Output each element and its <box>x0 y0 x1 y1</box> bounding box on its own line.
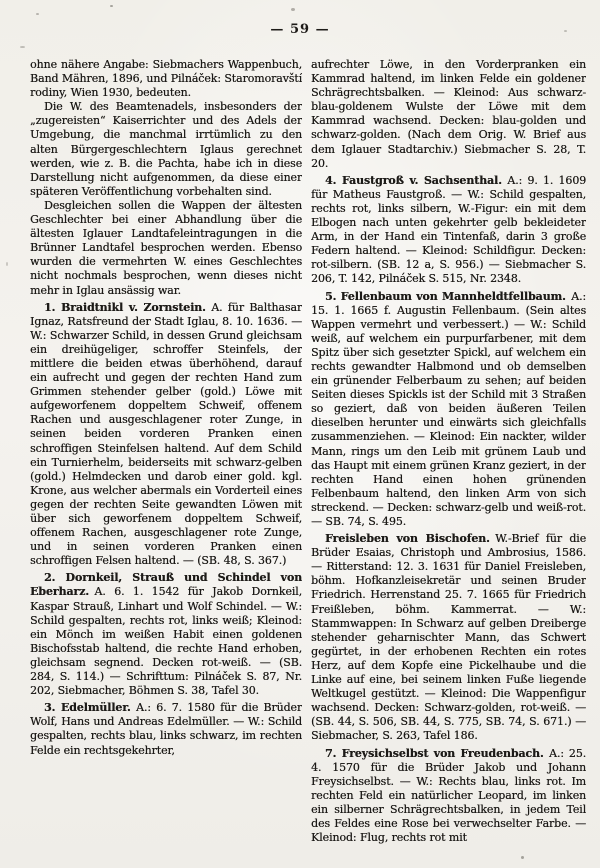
entry-heading: 3. Edelmüller. <box>44 701 131 715</box>
body-paragraph <box>311 58 586 171</box>
entry-paragraph <box>311 532 586 743</box>
entry-heading: 7. Freysichselbst von Freudenbach. <box>325 746 544 760</box>
scan-speck <box>110 5 113 7</box>
entry-paragraph <box>30 301 302 569</box>
entry-heading: 1. Braidtnikl v. Zornstein. <box>44 300 206 314</box>
entry-text: A.: 15. 1. 1665 f. Augustin Fellenbaum. (Sein altes Wappen vermehrt und verbessert.) — W.: Schild weiß, auf welchem ein purpurfarbener, mit dem Spitz über sich gesetzter Spickl, auf welchem ein rechts gewandter Halbmond und ob demselben ein grünender Felberbaum zu sehen; auf beiden Seiten dieses Spickls ist der Schild mit 3 Straßen so geziert, daß von beiden äußeren Teilen dieselben herunter und einwärts sich gleichfalls zusammenziehen. — Kleinod: Ein nackter, wilder Mann, rings um den Leib mit grünem Laub und das Haupt mit einem grünen Kranz geziert, in der rechten Hand einen hohen grünenden Felbenbaum haltend, den linken Arm von sich streckend. — Decken: schwarz-gelb und weiß-rot. — SB. 74, S. 495. <box>311 289 586 528</box>
entry-text: A.: 6. 7. 1580 für die Brüder Wolf, Hans und Andreas Edelmüller. — W.: Schild gespalten, rechts blau, links schwarz, im rechten Felde ein rechtsgekehrter, <box>30 701 302 757</box>
entry-text: Die W. des Beamtenadels, insbesonders der „zugereisten“ Kaiserrichter und des Adels der Umgebung, die manchmal irrtümlich zu den alten Bürgergeschlechtern Iglaus gerechnet werden, wie z. B. die Pachta, habe ich in diese Darstellung nicht aufgenommen, da diese einer späteren Veröffentlichung vorbehalten sind. <box>30 100 302 198</box>
entry-heading: Freisleben von Bischofen. <box>325 532 490 546</box>
entry-text: Desgleichen sollen die Wappen der ältesten Geschlechter bei einer Abhandlung über die ältesten Iglauer Landtafeleintragungen in die Brünner Landtafel besprochen werden. Ebenso wurden die vermehrten W. eines Geschlechtes nicht nochmals besprochen, wenn dieses nicht mehr in Iglau ansässig war. <box>30 198 302 297</box>
scan-speck <box>291 8 295 11</box>
entry-text: A.: 9. 1. 1609 für Matheus Faustgroß. — W.: Schild gespalten, rechts rot, links silbern, W.-Figur: ein mit dem Elbogen nach unten gekehrter gelb bekleideter Arm, in der Hand ein Tintenfaß, darin 3 große Federn haltend. — Kleinod: Schildfigur. Decken: rot-silbern. (SB. 12 a, S. 956.) — Siebmacher S. 206, T. 142, Pilnáček S. 515, Nr. 2348. <box>311 173 586 286</box>
left-column <box>30 58 302 858</box>
entry-text: W.-Brief für die Brüder Esaias, Christoph und Ambrosius, 1586. — Ritterstand: 12. 3. 1631 für Daniel Freisleben, böhm. Hofkanzleisekretär und seinen Bruder Friedrich. Herrenstand 25. 7. 1665 für Friedrich Freißleben, böhm. Kammerrat. — W.: Stammwappen: In Schwarz auf gelben Dreiberge stehender geharnischter Mann, das Schwert gegürtet, in der erhobenen Rechten ein rotes Herz, auf dem Kopfe eine Pickelhaube und die Linke auf eine, bei seinem linken Fuße liegende Weltkugel gestützt. — Kleinod: Die Wappenfigur wachsend. Decken: Schwarz-golden, rot-weiß. — (SB. 44, S. 506, SB. 44, S. 775, SB. 74, S. 671.) — Siebmacher, S. 263, Tafel 186. <box>311 532 586 743</box>
entry-paragraph <box>311 747 586 846</box>
entry-heading: 2. Dornkeil, Strauß und Schindel von Eberharz. <box>30 571 302 599</box>
entry-paragraph <box>311 290 586 530</box>
page-number: — 59 — <box>270 22 330 37</box>
entry-text: aufrechter Löwe, in den Vorderpranken ein Kammrad haltend, im linken Felde ein goldener Schrägrechtsbalken. — Kleinod: Aus schwarz-blau-goldenem Wulste der Löwe mit dem Kammrad wachsend. Decken: blau-golden und schwarz-golden. (Nach dem Orig. W. Brief aus dem Iglauer Stadtarchiv.) Siebmacher S. 28, T. 20. <box>311 58 586 170</box>
entry-text: A.: 25. 4. 1570 für die Brüder Jakob und Johann Freysichselbst. — W.: Rechts blau, links rot. Im rechten Feld ein natürlicher Leopard, im linken ein silberner Schrägrechtsbalken, in jedem Teil des Feldes eine Rose bei verwechselter Farbe. — Kleinod: Flug, rechts rot mit <box>311 746 586 845</box>
scan-speck <box>564 30 567 32</box>
scan-speck <box>6 262 8 266</box>
scan-speck <box>36 13 39 15</box>
entry-heading: 4. Faustgroß v. Sachsenthal. <box>325 173 502 187</box>
right-column <box>311 58 586 858</box>
entry-paragraph <box>30 701 302 757</box>
body-paragraph <box>30 58 302 100</box>
body-paragraph <box>30 199 302 298</box>
scan-speck <box>20 46 25 48</box>
entry-paragraph <box>30 571 302 698</box>
scan-speck <box>521 856 524 859</box>
entry-text: A. für Balthasar Ignaz, Ratsfreund der Stadt Iglau, 8. 10. 1636. — W.: Schwarzer Schild, in dessen Grund gleichsam ein dreihügeliger, schroffer Steinfels, der mittlere die beiden etwas überhöhend, darauf ein aufrecht und gegen der rechten Hand zum Grimmen stehender gelber (gold.) Löwe mit aufgeworfenem doppeltem Schweif, offenem Rachen und ausgeschlagener roter Zunge, in seinen beiden vorderen Pranken einen schroffigen Steinfelsen haltend. Auf dem Schild ein Turnierhelm, beiderseits mit schwarz-gelben (gold.) Helmdecken und darob einer gold. kgl. Krone, aus welcher abermals ein Vorderteil eines gegen der rechten Seite gewandten Löwen mit über sich geworfenem doppeltem Schweif, offenem Rachen, ausgeschlagener rote Zunge, und in seinen vorderen Pranken einen schroffigen Felsen haltend. — (SB. 48, S. 367.) <box>30 300 302 568</box>
body-paragraph <box>30 100 302 199</box>
entry-heading: 5. Fellenbaum von Mannheldtfellbaum. <box>325 289 566 303</box>
entry-text: A. 6. 1. 1542 für Jakob Dornkeil, Kaspar Strauß, Linhart und Wolf Schindel. — W.: Schild gespalten, rechts rot, links weiß; Kleinod: ein Mönch im weißen Habit einen goldenen Bischofsstab haltend, die rechte Hand erhoben, gleichsam segnend. Decken rot-weiß. — (SB. 284, S. 114.) — Schrifttum: Pilnáček S. 87, Nr. 202, Siebmacher, Böhmen S. 38, Tafel 30. <box>30 585 302 698</box>
entry-text: ohne nähere Angabe: Siebmachers Wappenbuch, Band Mähren, 1896, und Pilnáček: Staromoravští rodiny, Wien 1930, bedeuten. <box>30 58 302 100</box>
entry-paragraph <box>311 174 586 287</box>
